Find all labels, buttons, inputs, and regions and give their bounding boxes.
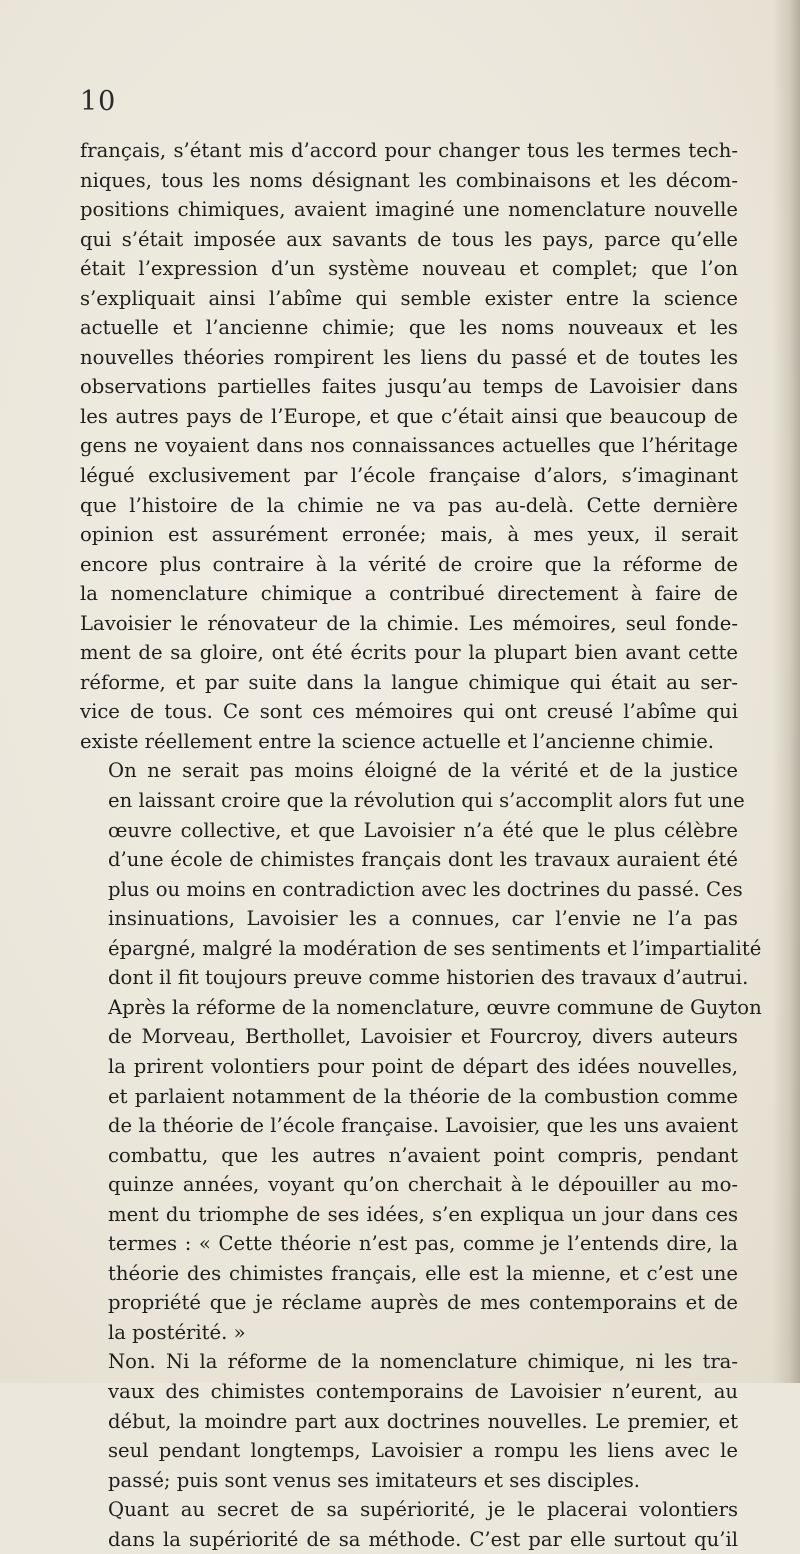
text-line: positions chimiques, avaient imaginé une nomenclature nouvelle <box>80 198 738 222</box>
text-line: théorie des chimistes français, elle est la mienne, et c’est une <box>108 1261 738 1285</box>
text-line: la prirent volontiers pour point de départ des idées nouvelles, <box>108 1054 738 1078</box>
text-line: début, la moindre part aux doctrines nouvelles. Le premier, et <box>108 1409 738 1433</box>
text-line: Après la réforme de la nomenclature, œuvre commune de Guyton <box>108 995 762 1019</box>
paragraph <box>80 136 738 756</box>
text-line: de Morveau, Berthollet, Lavoisier et Fourcroy, divers auteurs <box>108 1025 738 1049</box>
text-line: d’une école de chimistes français dont les travaux auraient été <box>108 848 738 872</box>
text-line: œuvre collective, et que Lavoisier n’a été que le plus célèbre <box>108 818 738 842</box>
text-line: Lavoisier le rénovateur de la chimie. Les mémoires, seul fonde- <box>80 611 738 635</box>
text-line: les autres pays de l’Europe, et que c’était ainsi que beaucoup de <box>80 404 738 428</box>
text-line: légué exclusivement par l’école française d’alors, s’imaginant <box>80 464 738 488</box>
text-line: en laissant croire que la révolution qui s’accomplit alors fut une <box>108 789 745 813</box>
text-line: encore plus contraire à la vérité de croire que la réforme de <box>80 552 738 576</box>
text-line: passé; puis sont venus ses imitateurs et ses disciples. <box>108 1468 640 1492</box>
paragraph <box>80 1495 738 1554</box>
body-text <box>80 136 762 1554</box>
text-line: opinion est assurément erronée; mais, à mes yeux, il serait <box>80 523 738 547</box>
text-line: plus ou moins en contradiction avec les doctrines du passé. Ces <box>108 877 743 901</box>
text-line: français, s’étant mis d’accord pour changer tous les termes tech- <box>80 139 738 162</box>
text-line: niques, tous les noms désignant les combinaisons et les décom- <box>80 168 738 192</box>
text-line: était l’expression d’un système nouveau et complet; que l’on <box>80 257 738 281</box>
text-line: de la théorie de l’école française. Lavoisier, que les uns avaient <box>108 1114 739 1138</box>
paragraph <box>80 1347 738 1495</box>
text-line: quinze années, voyant qu’on cherchait à le dépouiller au mo- <box>108 1173 738 1197</box>
text-line: observations partielles faites jusqu’au temps de Lavoisier dans <box>80 375 738 399</box>
text-line: nouvelles théories rompirent les liens du passé et de toutes les <box>80 345 738 369</box>
text-line: combattu, que les autres n’avaient point compris, pendant <box>108 1143 738 1167</box>
text-line: gens ne voyaient dans nos connaissances actuelles que l’héritage <box>80 434 738 458</box>
text-line: On ne serait pas moins éloigné de la vérité et de la justice <box>108 759 738 783</box>
text-line: propriété que je réclame auprès de mes contemporains et de <box>108 1291 738 1315</box>
text-line: épargné, malgré la modération de ses sentiments et l’impartialité <box>108 936 762 960</box>
text-line: termes : « Cette théorie n’est pas, comme je l’entends dire, la <box>108 1232 738 1256</box>
text-line: Non. Ni la réforme de la nomenclature chimique, ni les tra- <box>108 1350 738 1374</box>
text-line: dans la supériorité de sa méthode. C’est par elle surtout qu’il <box>108 1527 738 1551</box>
text-line: ment de sa gloire, ont été écrits pour la plupart bien avant cette <box>80 641 738 665</box>
text-line: insinuations, Lavoisier les a connues, car l’envie ne l’a pas <box>108 907 738 931</box>
page-number: 10 <box>80 86 117 117</box>
text-line: la postérité. » <box>108 1320 246 1344</box>
text-line: ment du triomphe de ses idées, s’en expliqua un jour dans ces <box>108 1202 738 1226</box>
text-line: actuelle et l’ancienne chimie; que les noms nouveaux et les <box>80 316 738 340</box>
text-line: s’expliquait ainsi l’abîme qui semble exister entre la science <box>80 286 738 310</box>
text-line: qui s’était imposée aux savants de tous les pays, parce qu’elle <box>80 227 738 251</box>
text-line: existe réellement entre la science actuelle et l’ancienne chimie. <box>80 729 715 753</box>
text-line: et parlaient notamment de la théorie de la combustion comme <box>108 1084 738 1108</box>
text-line: Quant au secret de sa supériorité, je le placerai volontiers <box>108 1498 738 1522</box>
text-line: la nomenclature chimique a contribué directement à faire de <box>80 582 738 606</box>
text-line: que l’histoire de la chimie ne va pas au-delà. Cette dernière <box>80 493 738 517</box>
page-edge-shadow <box>772 0 800 1383</box>
text-line: seul pendant longtemps, Lavoisier a rompu les liens avec le <box>108 1439 738 1463</box>
text-line: réforme, et par suite dans la langue chimique qui était au ser- <box>80 670 738 694</box>
text-line: dont il fit toujours preuve comme historien des travaux d’autrui. <box>108 966 749 990</box>
text-line: vaux des chimistes contemporains de Lavoisier n’eurent, au <box>108 1379 738 1403</box>
text-line: vice de tous. Ce sont ces mémoires qui ont creusé l’abîme qui <box>80 700 738 724</box>
paragraph <box>80 756 762 1347</box>
